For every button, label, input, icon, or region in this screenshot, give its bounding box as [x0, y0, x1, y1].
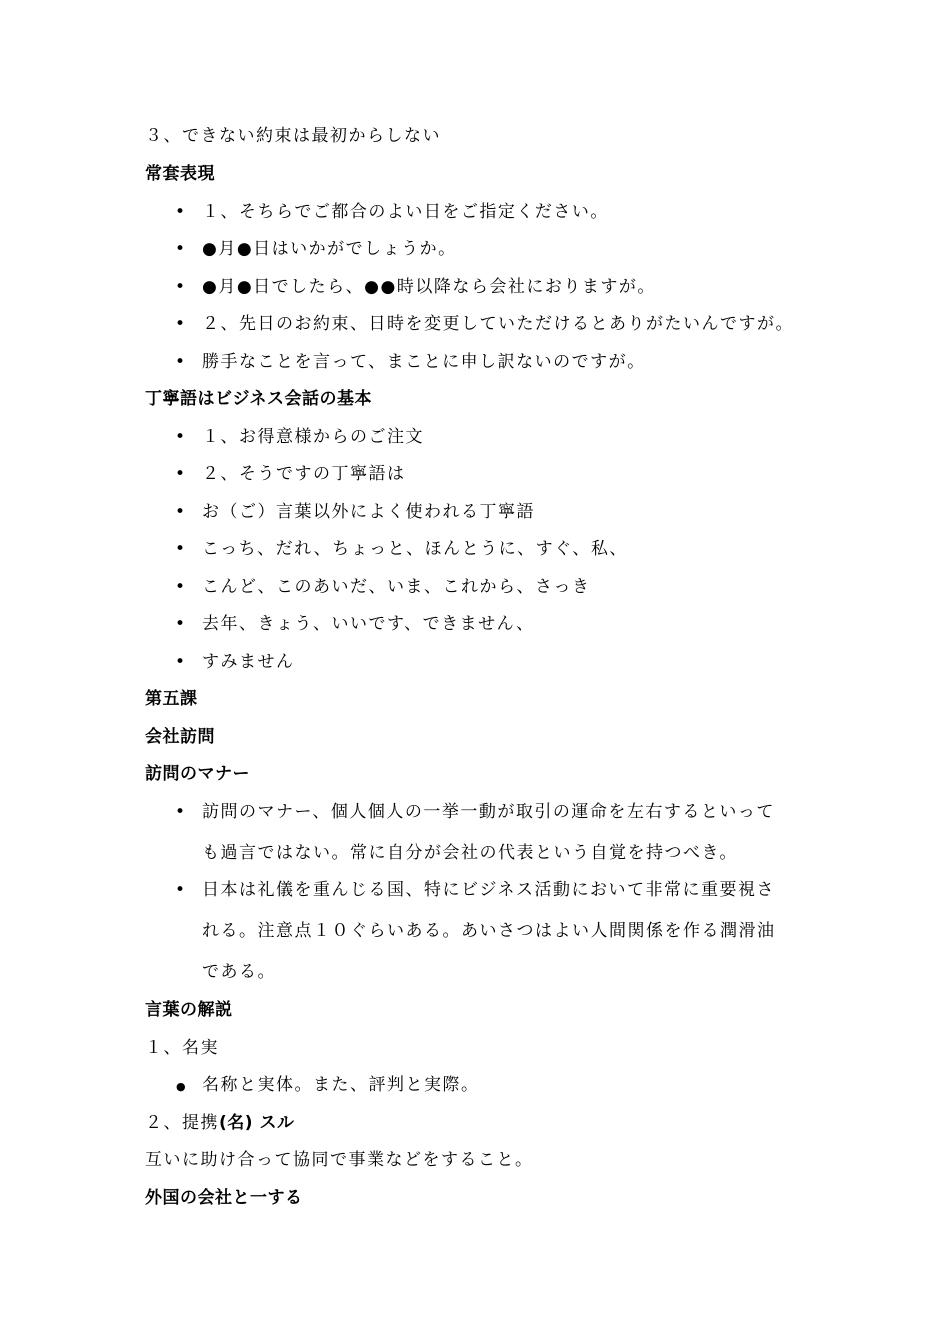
- list-item-text: １、お得意様からのご注文: [202, 427, 424, 447]
- list-item-line: も過言ではない。常に自分が会社の代表という自覚を持つべき。: [202, 843, 738, 863]
- bullet-icon: ●: [176, 1080, 188, 1093]
- bullet-icon: •: [175, 614, 187, 634]
- list-item-text: こんど、このあいだ、いま、これから、さっき: [202, 577, 591, 597]
- paragraph-line: 互いに助け合って協同で事業などをすること。: [145, 1150, 534, 1170]
- list-item-line: 日本は礼儀を重んじる国、特にビジネス活動において非常に重要視さ: [202, 880, 775, 900]
- bullet-icon: •: [175, 539, 187, 559]
- term-text: ２、提携: [145, 1113, 219, 1133]
- paragraph-line: １、名実: [145, 1038, 219, 1058]
- bullet-icon: •: [175, 464, 187, 484]
- list-item-line: 訪問のマナー、個人個人の一挙一動が取引の運命を左右するといって: [202, 802, 775, 822]
- bullet-icon: •: [175, 880, 187, 900]
- bullet-icon: •: [175, 239, 187, 259]
- list-item-text: 勝手なことを言って、まことに申し訳ないのですが。: [202, 352, 646, 372]
- paragraph-line: ３、できない約束は最初からしない: [145, 126, 441, 146]
- section-heading: 常套表現: [145, 164, 215, 184]
- bullet-icon: •: [175, 652, 187, 672]
- list-item-text: ２、先日のお約束、日時を変更していただけるとありがたいんですが。: [202, 314, 794, 334]
- bullet-icon: •: [175, 502, 187, 522]
- bullet-icon: •: [175, 427, 187, 447]
- list-item-text: 名称と実体。また、評判と実際。: [202, 1075, 480, 1095]
- list-item-text: ●月●日でしたら、●●時以降なら会社におりますが。: [202, 277, 656, 297]
- bullet-icon: •: [175, 352, 187, 372]
- example-heading: 外国の会社と一する: [145, 1188, 303, 1208]
- list-item-line: である。: [202, 962, 276, 982]
- section-heading: 言葉の解説: [145, 1000, 233, 1020]
- list-item-text: すみません: [202, 652, 295, 672]
- term-pos: (名) スル: [219, 1113, 295, 1133]
- bullet-icon: •: [175, 314, 187, 334]
- list-item-text: ２、そうですの丁寧語は: [202, 464, 406, 484]
- list-item-text: お（ご）言葉以外によく使われる丁寧語: [202, 502, 535, 522]
- paragraph-line: [145, 1111, 294, 1135]
- list-item-text: １、そちらでご都合のよい日をご指定ください。: [202, 202, 609, 222]
- bullet-icon: •: [175, 277, 187, 297]
- lesson-heading: 第五課: [145, 689, 198, 709]
- bullet-icon: •: [175, 202, 187, 222]
- list-item-text: こっち、だれ、ちょっと、ほんとうに、すぐ、私、: [202, 539, 628, 559]
- list-item-text: 去年、きょう、いいです、できません、: [202, 614, 535, 634]
- bullet-icon: •: [175, 802, 187, 822]
- list-item-line: れる。注意点１０ぐらいある。あいさつはよい人間関係を作る潤滑油: [202, 921, 776, 941]
- bullet-icon: •: [175, 577, 187, 597]
- list-item-text: [202, 878, 812, 1001]
- section-heading: 丁寧語はビジネス会話の基本: [145, 389, 372, 409]
- list-item-text: [202, 800, 812, 882]
- section-heading: 会社訪問: [145, 727, 215, 747]
- section-heading: 訪問のマナー: [145, 764, 250, 784]
- list-item-text: ●月●日はいかがでしょうか。: [202, 239, 457, 259]
